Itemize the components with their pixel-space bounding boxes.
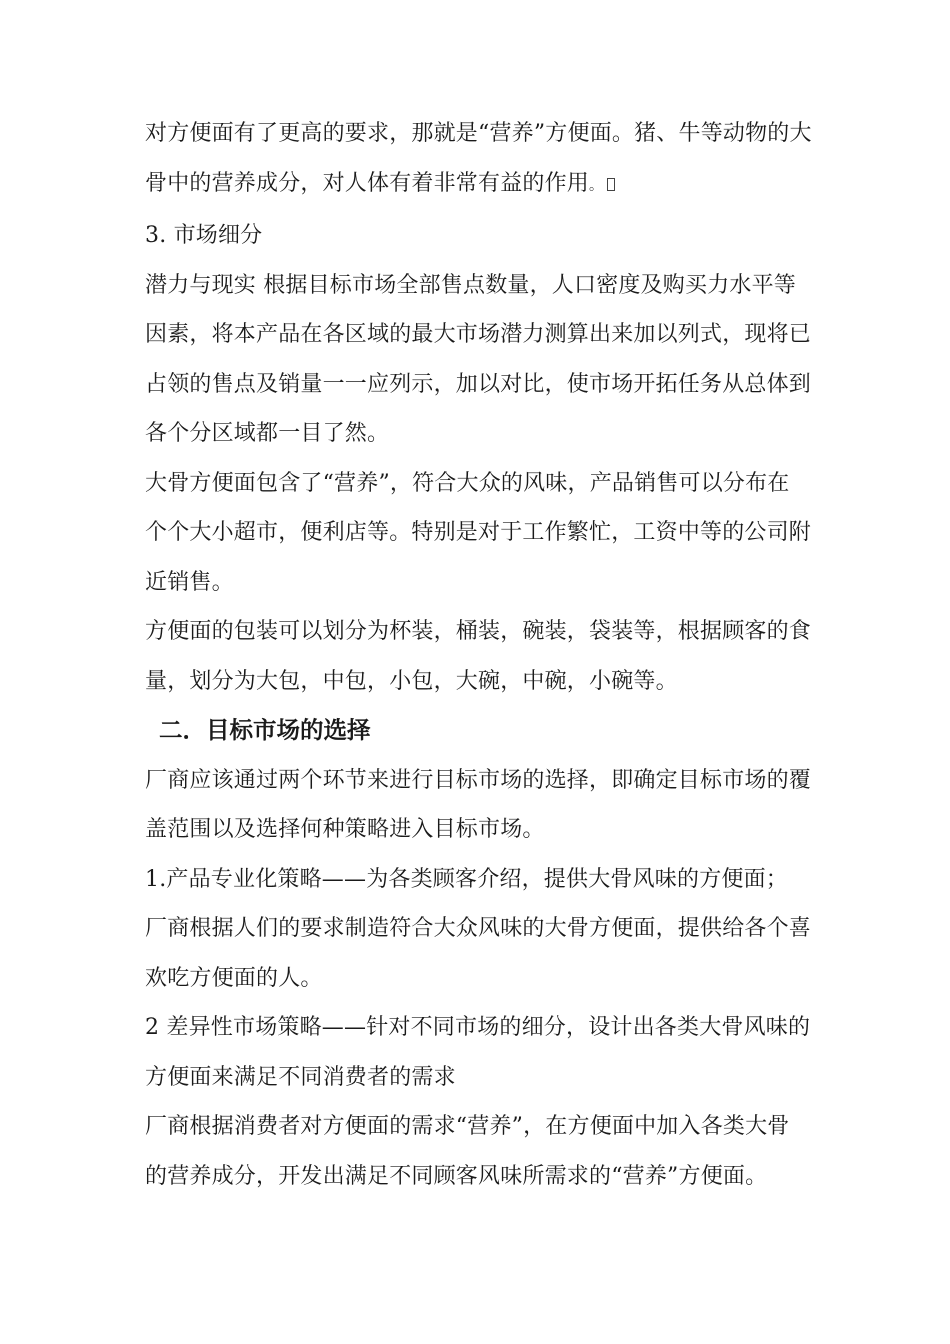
section-heading-market-segmentation: 3. 市场细分 bbox=[145, 223, 263, 248]
paragraph-sales-distribution bbox=[145, 459, 810, 608]
text-line: 方便面的包装可以划分为杯装，桶装，碗装，袋装等，根据顾客的食 bbox=[145, 619, 812, 644]
text-line: 欢吃方便面的人。 bbox=[145, 965, 323, 991]
text-line: 量，划分为大包，中包，小包，大碗，中碗，小碗等。 bbox=[145, 668, 678, 694]
section-heading-target-market: 二．目标市场的选择 bbox=[159, 716, 371, 744]
text-line: 因素，将本产品在各区域的最大市场潜力测算出来加以列式，现将已 bbox=[145, 322, 812, 347]
text-line: 对方便面有了更高的要求，那就是“营养”方便面。猪、牛等动物的大 bbox=[145, 121, 812, 146]
text-line: 个个大小超市，便利店等。特别是对于工作繁忙，工资中等的公司附 bbox=[145, 520, 812, 545]
text-line bbox=[145, 159, 810, 212]
text-line: 近销售。 bbox=[145, 569, 234, 595]
text-line: 各个分区域都一目了然。 bbox=[145, 421, 390, 446]
text-line: 厂商根据人们的要求制造符合大众风味的大骨方便面，提供给各个喜 bbox=[145, 916, 812, 941]
paragraph-product-specialization: 1.产品专业化策略——为各类顾客介绍，提供大骨风味的方便面； bbox=[145, 866, 788, 892]
text-line: 2 差异性市场策略——针对不同市场的细分，设计出各类大骨风味的 bbox=[145, 1015, 811, 1040]
paragraph-potential-reality bbox=[145, 261, 810, 459]
paragraph-nutrition-intro bbox=[145, 109, 810, 211]
paragraph-target-market-selection bbox=[145, 756, 810, 855]
text-line: 潜力与现实 根据目标市场全部售点数量，人口密度及购买力水平等 bbox=[145, 272, 796, 298]
paragraph-manufacturer-requirements bbox=[145, 904, 810, 1003]
text-line-content: 骨中的营养成分，对人体有着非常有益的作用 bbox=[145, 170, 590, 196]
text-line: 大骨方便面包含了“营养”，符合大众的风味，产品销售可以分布在 bbox=[145, 470, 790, 496]
paragraph-packaging bbox=[145, 607, 810, 706]
text-line: 方便面来满足不同消费者的需求 bbox=[145, 1064, 456, 1090]
text-line: 的营养成分，开发出满足不同顾客风味所需求的“营养”方便面。 bbox=[145, 1163, 768, 1189]
text-line: 占领的售点及销量一一应列示，加以对比，使市场开拓任务从总体到 bbox=[145, 371, 812, 397]
paragraph-nutrition-development bbox=[145, 1102, 810, 1201]
paragraph-differentiated-strategy bbox=[145, 1003, 810, 1102]
text-line: 厂商应该通过两个环节来进行目标市场的选择，即确定目标市场的覆 bbox=[145, 767, 812, 793]
text-line: 厂商根据消费者对方便面的需求“营养”，在方便面中加入各类大骨 bbox=[145, 1114, 790, 1139]
line-end-period: 。 bbox=[589, 177, 604, 194]
paragraph-marker-icon bbox=[607, 178, 615, 191]
document-body bbox=[145, 109, 810, 1201]
text-line: 盖范围以及选择何种策略进入目标市场。 bbox=[145, 817, 545, 842]
